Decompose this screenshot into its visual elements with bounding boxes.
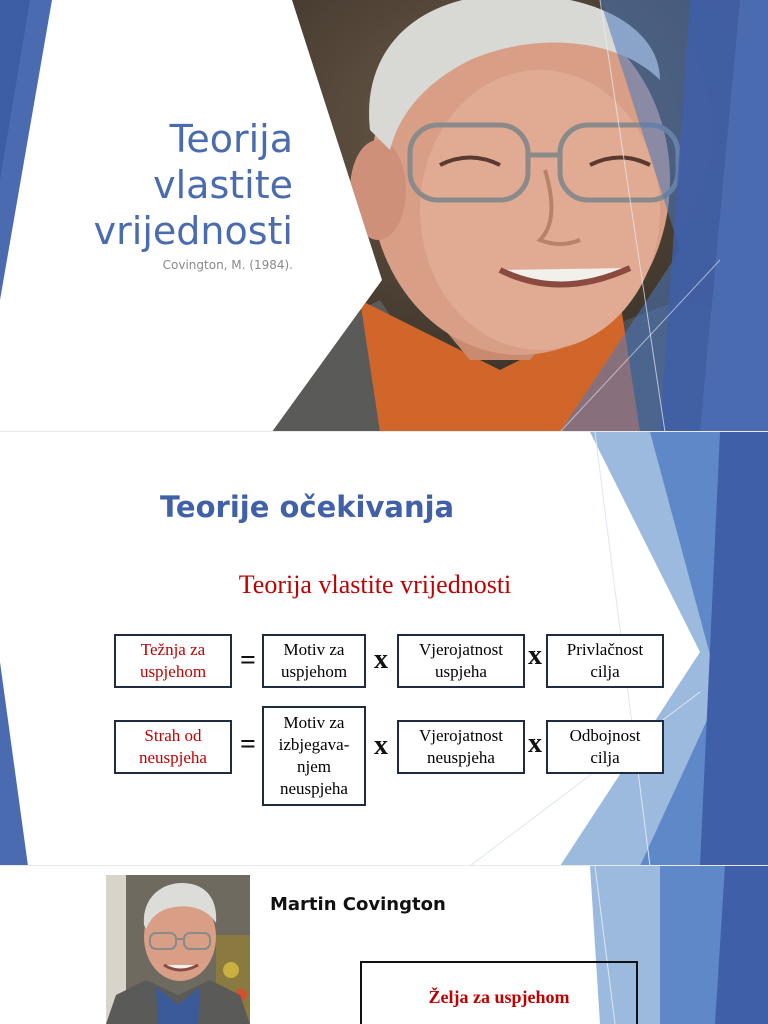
- factor-box-probability-success: [397, 634, 525, 688]
- theory-title: Teorija vlastite vrijednosti: [238, 570, 512, 599]
- multiply-sign: x: [528, 640, 542, 671]
- person-name: Martin Covington: [270, 894, 446, 915]
- slide-heading: Teorije očekivanja: [160, 490, 455, 524]
- multiply-sign: x: [374, 730, 388, 761]
- box-text-line: Motiv za: [283, 640, 345, 659]
- box-text-line: cilja: [590, 662, 620, 681]
- box-text-line: Privlačnost: [566, 640, 644, 659]
- title-line-3: vrijednosti: [93, 209, 293, 253]
- factor-box-motive-avoid-failure: [262, 706, 366, 806]
- multiply-sign: x: [528, 728, 542, 759]
- box-text-line: Motiv za: [283, 713, 345, 732]
- result-box-fear-failure: [114, 720, 232, 774]
- title-line-1: Teorija: [169, 117, 293, 161]
- box-text-line: uspjehom: [139, 662, 207, 681]
- box-text-line: neuspjeha: [280, 779, 348, 798]
- box-text-line: Vjerojatnost: [418, 726, 504, 745]
- result-box-striving-success: [114, 634, 232, 688]
- box-text-line: njem: [296, 757, 331, 776]
- box-text-line: Strah od: [144, 726, 202, 745]
- covington-small-photo: [106, 875, 250, 1024]
- box-text-line: Odbojnost: [569, 726, 641, 745]
- box-text-line: neuspjeha: [427, 748, 495, 767]
- multiply-sign: x: [374, 644, 388, 675]
- box-text-line: neuspjeha: [139, 748, 207, 767]
- box-text-line: uspjehom: [280, 662, 348, 681]
- concept-box: [360, 961, 638, 1024]
- equals-sign: =: [240, 645, 256, 676]
- factor-box-goal-repulsiveness: [546, 720, 664, 774]
- citation-subtitle: Covington, M. (1984).: [162, 258, 293, 272]
- slide-expectancy-theories: [0, 432, 768, 866]
- title-line-2: vlastite: [153, 163, 293, 207]
- concept-box-text: Želja za uspjehom: [428, 987, 570, 1007]
- box-text-line: Vjerojatnost: [418, 640, 504, 659]
- factor-box-motive-success: [262, 634, 366, 688]
- slide-title: [0, 0, 768, 432]
- equals-sign: =: [240, 729, 256, 760]
- box-text-line: cilja: [590, 748, 620, 767]
- factor-box-probability-failure: [397, 720, 525, 774]
- box-text-line: uspjeha: [435, 662, 487, 681]
- slide-title-heading: [94, 116, 293, 254]
- box-text-line: Težnja za: [140, 640, 206, 659]
- slide-martin-covington: [0, 866, 768, 1024]
- box-text-line: izbjegava-: [278, 735, 350, 754]
- factor-box-goal-attractiveness: [546, 634, 664, 688]
